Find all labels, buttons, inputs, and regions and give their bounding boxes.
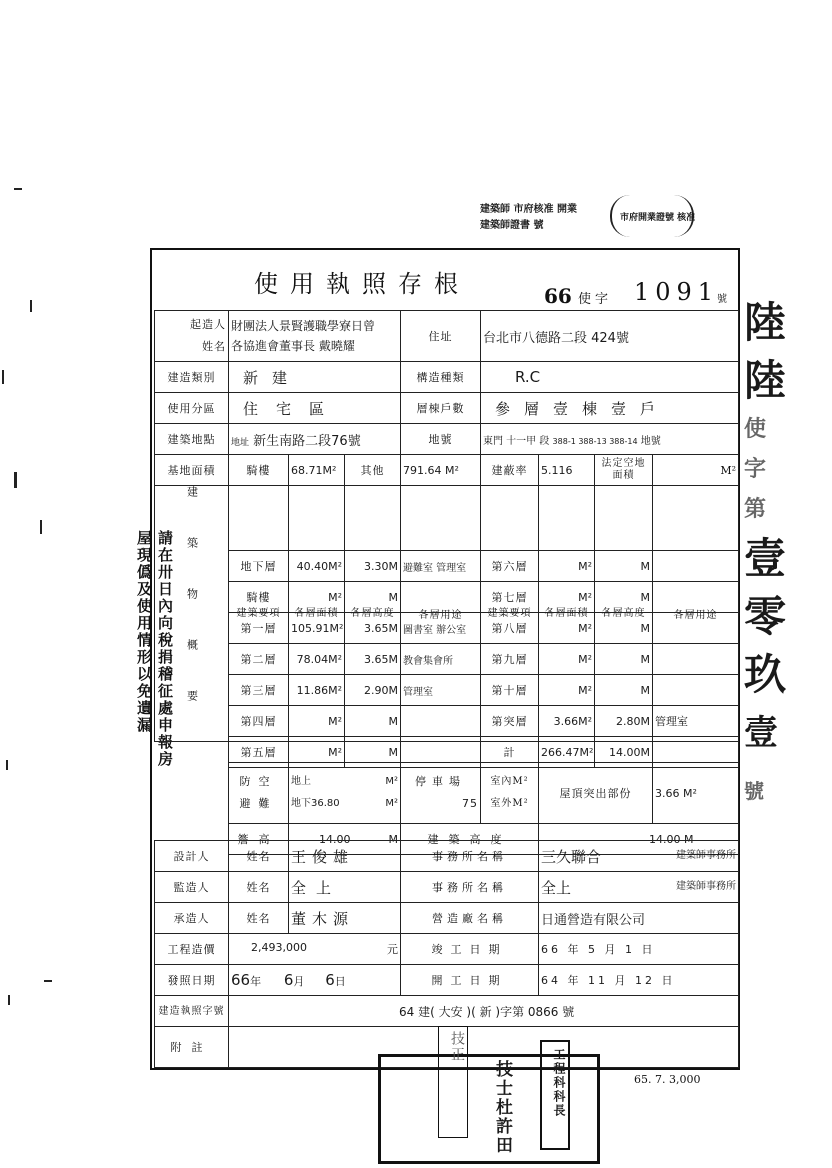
parking-cell (401, 763, 481, 824)
floor-left-area (289, 675, 345, 706)
other-number: 791.64 (403, 463, 442, 477)
issue-year: 66 (231, 971, 251, 989)
floor-right-height (595, 582, 653, 613)
floor-left-use (401, 706, 481, 737)
zoning-row (155, 393, 739, 424)
eave-label: 簷高 (229, 824, 289, 855)
issue-value (229, 965, 401, 996)
floor-left-height (345, 644, 401, 675)
shelter-label: 防空避難 (229, 763, 289, 824)
scan-mark (6, 760, 8, 770)
unit-m2: M² (578, 714, 592, 728)
floor-right-label (481, 582, 539, 613)
floor-right-area (539, 675, 595, 706)
lot-label: 地號 (401, 424, 481, 455)
unit-m: M (388, 559, 398, 573)
unit-m: M (388, 652, 398, 666)
firm-label: 營造廠名稱 (401, 903, 539, 934)
floor-right-height (595, 551, 653, 582)
unit-m: M (640, 559, 650, 573)
floor-right-use (653, 551, 739, 582)
lot-value (481, 424, 739, 455)
floor-left-area-text: 11.86 (296, 683, 329, 697)
header-year: 66 (544, 284, 572, 308)
architect-stamp (480, 193, 710, 243)
designer-row (155, 841, 739, 872)
site-prefix: 地址 (231, 437, 250, 448)
floor-left-label-text: 地下層 (240, 560, 277, 573)
builder-value-line1: 財團法人景賢護職學寮日曾 (231, 319, 376, 333)
supervisor-row (155, 872, 739, 903)
floor-right-area-text: 3.66 (553, 714, 579, 728)
builder-label (155, 311, 229, 362)
architect-stamp-line2: 建築師證書 號 (480, 220, 544, 231)
designer-name: 王俊雄 (289, 841, 401, 872)
lot-numbers: 388-1 388-13 388-14 (552, 436, 638, 446)
contractor-firm: 日通營造有限公司 (539, 903, 739, 934)
scan-mark (14, 472, 17, 488)
site-address-text: 新生南路二段76號 (253, 433, 361, 449)
unit-m2: M² (445, 463, 459, 477)
floor-right-area (539, 706, 595, 737)
floor-row (229, 613, 739, 644)
unit-m2: M² (328, 745, 342, 759)
unit-m: M (684, 832, 694, 846)
floor-left-use-text: 避難室 管理室 (403, 562, 467, 574)
floor-right-use-text: 管理室 (655, 715, 688, 728)
supervisor-office-suffix: 建築師事務所 (676, 880, 737, 892)
lot-district: 東門 十一甲 段 (483, 435, 550, 447)
name-label: 姓名 (229, 903, 289, 934)
floor-right-label (481, 613, 539, 644)
building-type-value: 新建 (229, 362, 401, 393)
floor-left-height-text: 3.65 (364, 621, 389, 635)
scan-mark (8, 995, 10, 1005)
floor-right-height-text: 14.00 (609, 745, 641, 759)
unit-m: M (640, 745, 650, 759)
zoning-value: 住宅區 (229, 393, 401, 424)
name-label: 姓名 (229, 872, 289, 903)
floor-left-label-text: 第一層 (240, 622, 277, 635)
coverage-value: 5.116 (539, 455, 595, 486)
parking-in (483, 771, 536, 793)
floor-left-height (345, 551, 401, 582)
floor-left-area-text: 40.40 (296, 559, 329, 573)
unit-m: M (388, 714, 398, 728)
floor-left-label (229, 644, 289, 675)
areas-row (155, 455, 739, 486)
floor-right-use (653, 582, 739, 613)
floor-left-label (229, 551, 289, 582)
unit-m2: M² (579, 745, 594, 759)
floor-left-label-text: 第四層 (240, 715, 277, 728)
designer-office-cell (539, 841, 739, 872)
unit-m2: M² (683, 786, 697, 800)
shelter-above (291, 771, 398, 793)
floor-right-label (481, 706, 539, 737)
floors-value: 參層壹棟壹戶 (481, 393, 739, 424)
floor-left-label (229, 613, 289, 644)
floor-left-area (289, 644, 345, 675)
floor-left-use (401, 675, 481, 706)
contractor-label: 承造人 (155, 903, 229, 934)
floor-left-use-text: 管理室 (403, 686, 433, 698)
designer-office-suffix: 建築師事務所 (676, 849, 737, 861)
col-item-right: 建築要項 (481, 486, 539, 742)
floor-left-use (401, 644, 481, 675)
header-doc-type: 使字 (578, 292, 613, 307)
overview-side-label (155, 486, 229, 742)
supervisor-label: 監造人 (155, 872, 229, 903)
floor-right-use (653, 644, 739, 675)
floor-left-area (289, 613, 345, 644)
page-title: 使用執照存根 (254, 270, 470, 298)
stamp-engineer: 技士杜許田 (492, 1060, 512, 1155)
supervisor-office: 全上 (541, 878, 572, 897)
left-note-col2: 請在卅日內向稅捐稽征處申報房 (156, 530, 174, 768)
architect-stamp-line1: 建築師 市府核准 開業 (480, 204, 577, 215)
print-code: 65. 7. 3,000 (634, 1073, 701, 1086)
unit-m2: M² (578, 652, 592, 666)
floor-left-use (401, 613, 481, 644)
floor-left-label (229, 582, 289, 613)
scan-mark (40, 520, 42, 534)
shelter-row (229, 763, 739, 824)
unit-m: M (640, 714, 650, 728)
architect-stamp-line3: 市府開業證號 核准 (620, 213, 696, 223)
issue-row (155, 965, 739, 996)
permit-row (155, 996, 739, 1027)
builder-value (229, 311, 401, 362)
site-address (229, 424, 401, 455)
contractor-name: 董木源 (289, 903, 401, 934)
issue-label: 發照日期 (155, 965, 229, 996)
right-char: 使 (744, 417, 767, 442)
supervisor-name: 全上 (289, 872, 401, 903)
floor-left-height-text: 3.30 (364, 559, 389, 573)
unit-m2: M² (328, 590, 342, 604)
floor-right-label (481, 644, 539, 675)
floor-left-height-text: 3.65 (364, 652, 389, 666)
overview-side-text: 建築物概要 (185, 486, 199, 741)
eave-number: 14.00 (319, 832, 351, 846)
designer-label: 設計人 (155, 841, 229, 872)
floor-left-height (345, 582, 401, 613)
shelter-values (289, 763, 401, 824)
floor-left-area-text: 78.04 (296, 652, 329, 666)
floor-left-area (289, 551, 345, 582)
floor-left-use (401, 551, 481, 582)
floor-right-height (595, 613, 653, 644)
office-label: 事務所名稱 (401, 841, 539, 872)
cost-unit: 元 (387, 943, 398, 956)
unit-m2: M² (512, 776, 529, 787)
right-char: 壹 (744, 534, 787, 583)
roof-label: 屋頂突出部份 (539, 763, 653, 824)
issue-day: 6 (325, 971, 335, 989)
right-char: 字 (744, 457, 767, 482)
unit-m: M (640, 652, 650, 666)
builder-row (155, 311, 739, 362)
builder-label-top: 起造人 (190, 318, 226, 331)
address-value: 台北市八德路二段 424號 (481, 311, 739, 362)
col-use-right: 各層用途 (653, 486, 739, 742)
areas-label: 基地面積 (155, 455, 229, 486)
contractor-row (155, 903, 739, 934)
cost-value: 2,493,000 (251, 941, 307, 954)
parking-out (483, 793, 536, 815)
col-area-right: 各層面積 (539, 486, 595, 742)
open-space-unit: M² (653, 455, 739, 486)
floor-left-height (345, 675, 401, 706)
floor-left-use (401, 582, 481, 613)
open-space-label: 法定空地面積 (595, 455, 653, 486)
unit-m: M (640, 621, 650, 635)
parking-in-label: 室內 (490, 776, 513, 787)
site-label: 建築地點 (155, 424, 229, 455)
right-char: 壹 (744, 713, 778, 753)
start-label: 開工日期 (401, 965, 539, 996)
other-label: 其他 (345, 455, 401, 486)
finish-label: 竣工日期 (401, 934, 539, 965)
floor-right-area (539, 582, 595, 613)
floor-left-label-text: 第三層 (240, 684, 277, 697)
floor-rows (229, 551, 739, 768)
floor-right-height (595, 675, 653, 706)
col-item: 建築要項 (229, 486, 289, 742)
floor-right-use (653, 675, 739, 706)
unit-m: M (388, 832, 398, 846)
floor-right-label (481, 675, 539, 706)
bldg-height-label: 建築高度 (401, 824, 539, 855)
floor-right-height (595, 644, 653, 675)
building-type-row (155, 362, 739, 393)
other-value (401, 455, 481, 486)
floor-left-label (229, 706, 289, 737)
issue-month: 6 (283, 971, 294, 989)
roof-value (653, 763, 739, 824)
right-char: 號 (744, 779, 764, 803)
remarks-label: 附註 (155, 1027, 229, 1068)
designer-office: 三久聯合 (541, 847, 602, 866)
cost-value-cell (229, 934, 401, 965)
bldg-height-number: 14.00 (649, 832, 681, 846)
floor-row (229, 675, 739, 706)
right-char: 陸 (744, 298, 787, 347)
arcade-number: 68.71 (291, 463, 323, 477)
floor-left-area-text: 105.91 (291, 621, 330, 635)
header-suffix: 號 (717, 294, 727, 305)
scan-mark (14, 188, 22, 190)
building-type-label: 建造類別 (155, 362, 229, 393)
office-label: 事務所名稱 (401, 872, 539, 903)
start-value: 64 年 11 月 12 日 (539, 965, 739, 996)
right-char: 玖 (744, 650, 787, 699)
floor-right-label-text: 第突層 (491, 715, 528, 728)
stamp-chief: 技正 (438, 1026, 468, 1138)
coverage-label: 建蔽率 (481, 455, 539, 486)
address-label: 住址 (401, 311, 481, 362)
floor-right-label-text: 第七層 (491, 591, 528, 604)
shelter-below-value: 36.80 (311, 798, 340, 809)
right-char: 零 (744, 592, 787, 641)
unit-m2: M² (328, 683, 342, 697)
floor-left-label-text: 第五層 (240, 746, 277, 759)
floor-right-label-text: 第九層 (491, 653, 528, 666)
zoning-label: 使用分區 (155, 393, 229, 424)
floor-left-label (229, 675, 289, 706)
unit-m2: M² (578, 559, 592, 573)
unit-m: M (388, 745, 398, 759)
floor-right-area (539, 551, 595, 582)
unit-m2: M² (578, 621, 592, 635)
floor-left-label-text: 騎樓 (246, 591, 271, 604)
col-area: 各層面積 (289, 486, 345, 742)
issue-m: 月 (293, 975, 305, 988)
unit-m2: M² (322, 463, 337, 477)
scan-mark (30, 300, 32, 312)
arcade-label: 騎樓 (229, 455, 289, 486)
unit-m: M (388, 683, 398, 697)
shelter-above-label: 地上 (291, 776, 311, 787)
unit-m2: M² (385, 798, 398, 809)
floor-left-height (345, 706, 401, 737)
issue-y: 年 (250, 975, 262, 988)
supervisor-office-cell (539, 872, 739, 903)
right-vertical-text (744, 294, 804, 820)
unit-m2: M² (578, 590, 592, 604)
floor-row (229, 706, 739, 737)
stamp-section: 工程科科長 (540, 1040, 570, 1150)
floor-right-label-text: 第六層 (491, 560, 528, 573)
floor-right-label-text: 第十層 (491, 684, 528, 697)
permit-label: 建造執照字號 (155, 996, 229, 1027)
floor-right-area (539, 644, 595, 675)
floor-left-area (289, 706, 345, 737)
unit-m2: M² (329, 621, 344, 635)
parking-label: 停車場 (415, 775, 466, 788)
unit-m2: M² (512, 798, 529, 809)
floor-left-label-text: 第二層 (240, 653, 277, 666)
lot-suffix: 地號 (640, 435, 661, 447)
arcade-value (289, 455, 345, 486)
issue-d: 日 (334, 975, 346, 988)
unit-m2: M² (385, 776, 398, 787)
scan-mark (44, 980, 52, 982)
builder-label-bottom: 姓名 (202, 340, 226, 353)
unit-m: M (640, 683, 650, 697)
floor-row (229, 551, 739, 582)
shelter-below (291, 793, 398, 815)
right-char: 陸 (744, 356, 787, 405)
floor-left-use-text: 教會集會所 (403, 655, 453, 667)
finish-value: 66 年 5 月 1 日 (539, 934, 739, 965)
scan-mark (2, 370, 4, 384)
floor-right-area (539, 613, 595, 644)
shelter-below-label: 地下 (291, 798, 311, 809)
floor-right-label (481, 551, 539, 582)
unit-m2: M² (328, 714, 342, 728)
unit-m: M (640, 590, 650, 604)
floor-right-use (653, 706, 739, 737)
floor-right-use (653, 613, 739, 644)
floor-right-label-text: 第八層 (491, 622, 528, 635)
structure-label: 構造種類 (401, 362, 481, 393)
floor-left-height-text: 2.90 (364, 683, 389, 697)
floor-row (229, 644, 739, 675)
floor-right-height (595, 706, 653, 737)
cost-row (155, 934, 739, 965)
site-row (155, 424, 739, 455)
header-number: 1091 (634, 278, 720, 306)
roof-number: 3.66 (655, 786, 680, 800)
left-note-col1: 屋現僞及使用情形以免遺漏 (135, 530, 153, 734)
parking-sub (481, 763, 539, 824)
cost-label: 工程造價 (155, 934, 229, 965)
floor-right-label-text: 計 (503, 746, 516, 759)
floor-right-height-text: 2.80 (616, 714, 641, 728)
parking-value: 75 (462, 797, 478, 810)
unit-m: M (388, 590, 398, 604)
col-height-right: 各層高度 (595, 486, 653, 742)
col-use: 各層用途 (401, 486, 481, 742)
structure-value: R.C (481, 362, 739, 393)
permit-value: 64 建( 大安 )( 新 )字第 0866 號 (229, 996, 739, 1027)
unit-m2: M² (328, 652, 342, 666)
floor-right-area-text: 266.47 (541, 745, 580, 759)
parking-out-label: 室外 (490, 798, 513, 809)
name-label: 姓名 (229, 841, 289, 872)
builder-value-line2: 各協進會董事長 戴曉耀 (231, 339, 355, 353)
floors-table (228, 550, 739, 768)
floors-label: 層棟戶數 (401, 393, 481, 424)
col-height: 各層高度 (345, 486, 401, 742)
unit-m2: M² (328, 559, 342, 573)
right-char: 第 (744, 497, 767, 522)
floor-left-height (345, 613, 401, 644)
unit-m2: M² (578, 683, 592, 697)
unit-m: M (388, 621, 398, 635)
floor-left-use-text: 圖書室 辦公室 (403, 624, 467, 636)
floor-left-area (289, 582, 345, 613)
floor-row (229, 582, 739, 613)
